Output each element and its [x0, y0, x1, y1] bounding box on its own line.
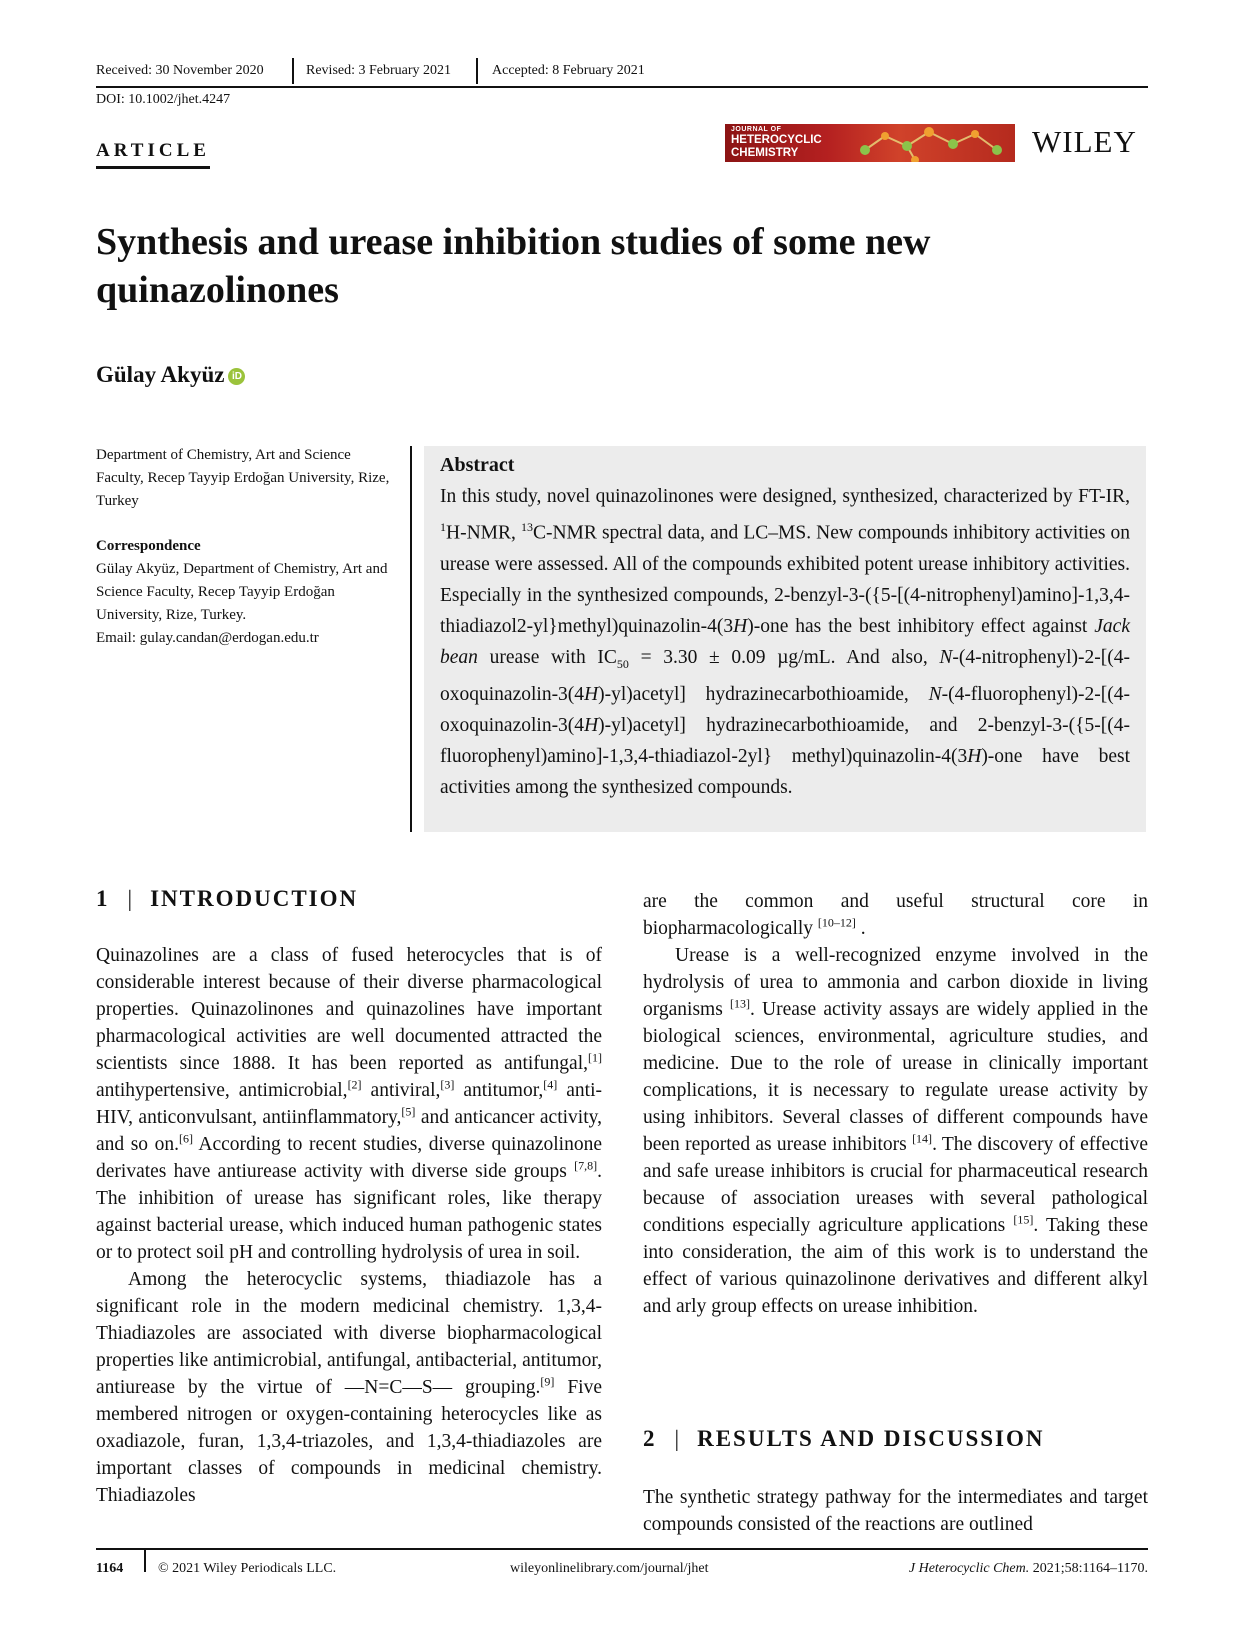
correspondence-email: Email: gulay.candan@erdogan.edu.tr: [96, 630, 319, 646]
affiliation: Department of Chemistry, Art and Science Faculty, Recep Tayyip Erdoğan University, Rize, Turkey: [96, 447, 390, 509]
received-date: Received: 30 November 2020: [96, 63, 264, 78]
section-separator: |: [674, 1426, 680, 1451]
citation-ref[interactable]: [6]: [178, 1131, 193, 1146]
journal-url[interactable]: wileyonlinelibrary.com/journal/jhet: [510, 1561, 709, 1576]
journal-logo-small-text: JOURNAL OF: [731, 126, 782, 133]
journal-logo: [725, 124, 1015, 162]
citation-ref[interactable]: [14]: [912, 1131, 933, 1146]
footer-separator: [144, 1550, 146, 1572]
page-footer: [96, 1548, 1148, 1576]
citation-ref[interactable]: [1]: [588, 1050, 602, 1065]
correspondence-heading: Correspondence: [96, 538, 201, 554]
section-number: 2: [643, 1426, 657, 1451]
journal-logo-line2: CHEMISTRY: [731, 147, 799, 159]
citation-ref[interactable]: [2]: [347, 1077, 362, 1092]
accepted-date: Accepted: 8 February 2021: [492, 63, 645, 78]
abstract-box: [424, 446, 1146, 832]
author-name: Gülay Akyüz: [96, 362, 225, 387]
citation-ref[interactable]: [15]: [1013, 1212, 1034, 1227]
citation-ref[interactable]: [5]: [401, 1104, 416, 1119]
body-column-left: [96, 942, 602, 1509]
revised-date: Revised: 3 February 2021: [306, 63, 452, 78]
section-title: RESULTS AND DISCUSSION: [697, 1426, 1045, 1451]
paragraph: Quinazolines are a class of fused heterocycles that is of considerable interest because of their diverse pharmacological properties. Quinazolinones and quinazolines have important pharmacological activities are well documented attracted the scientists since 1888. It has been reported as antifungal,[1] antihypertensive, antimicrobial,[2] antiviral,[3] antitumor,[4] anti-HIV, anticonvulsant, antiinflammatory,[5] and anticancer activity, and so on.[6] According to recent studies, diverse quinazolinone derivates have antiurease activity with diverse side groups [7,8]. The inhibition of urease has significant roles, like therapy against bacterial urease, which induced human pathogenic states or to protect soil pH and controlling hydrolysis of urea in soil.: [96, 945, 603, 1263]
publisher-logo: WILEY: [1032, 124, 1137, 159]
doi: DOI: 10.1002/jhet.4247: [96, 92, 231, 107]
correspondence-address: Gülay Akyüz, Department of Chemistry, Art and Science Faculty, Recep Tayyip Erdoğan University, Rize, Turkey.: [96, 561, 388, 623]
citation-ref[interactable]: [13]: [730, 996, 750, 1011]
abstract-heading: Abstract: [440, 454, 515, 476]
article-label: ARTICLE: [96, 140, 210, 169]
paragraph: The synthetic strategy pathway for the intermediates and target compounds consisted of the reactions are outlined: [643, 1487, 1148, 1535]
body-column-right: [643, 888, 1148, 1320]
paper-title: Synthesis and urease inhibition studies of some new quinazolinones: [96, 221, 931, 311]
sidebar-divider: [410, 446, 412, 832]
citation-ref[interactable]: [3]: [440, 1077, 455, 1092]
publication-dates-bar: [96, 58, 1148, 88]
author-line: [96, 362, 245, 388]
date-separator: [476, 58, 478, 84]
date-separator: [292, 58, 294, 84]
citation-ref[interactable]: [10–12]: [817, 915, 856, 930]
paragraph: Among the heterocyclic systems, thiadiazole has a significant role in the modern medicinal chemistry. 1,3,4-Thiadiazoles are associated with diverse biopharmacological properties like antimicrobial, antifungal, antibacterial, antitumor, antiurease by the virtue of —N=C—S— grouping.[9] Five membered nitrogen or oxygen-containing heterocycles like as oxadiazole, furan, 1,3,4-triazoles, and 1,3,4-thiadiazoles are important classes of compounds in medicinal chemistry. Thiadiazoles: [96, 1269, 602, 1506]
section-title: INTRODUCTION: [150, 886, 359, 911]
author-sidebar: [96, 444, 396, 650]
paragraph: are the common and useful structural core in biopharmacologically [10–12] .: [643, 891, 1148, 939]
journal-logo-line1: HETEROCYCLIC: [731, 134, 822, 146]
results-column: [643, 1484, 1148, 1538]
section-heading-introduction: [96, 886, 358, 912]
section-heading-results: [643, 1426, 1045, 1452]
paragraph: Urease is a well-recognized enzyme involved in the hydrolysis of urea to ammonia and carbon dioxide in living organisms [13]. Urease activity assays are widely applied in the biological sciences, environmental, agriculture studies, and medicine. Due to the role of urease in clinically important complications, it is necessary to regulate urease activity by using inhibitors. Several classes of different compounds have been reported as urease inhibitors [14]. The discovery of effective and safe urease inhibitors is crucial for pharmaceutical research because of association ureases with several pathological conditions especially agriculture applications [15]. Taking these into consideration, the aim of this work is to understand the effect of various quinazolinone derivatives and different alkyl and arly group effects on urease inhibition.: [643, 945, 1149, 1317]
page-number: 1164: [96, 1561, 124, 1576]
citation: J Heterocyclic Chem. 2021;58:1164–1170.: [908, 1561, 1148, 1576]
citation-ref[interactable]: [4]: [543, 1077, 558, 1092]
orcid-icon[interactable]: iD: [228, 368, 245, 385]
citation-ref[interactable]: [7,8]: [574, 1158, 598, 1173]
citation-ref[interactable]: [9]: [540, 1374, 555, 1389]
copyright: © 2021 Wiley Periodicals LLC.: [158, 1561, 337, 1576]
journal-logo-text: [731, 134, 822, 160]
abstract-text: In this study, novel quinazolinones were designed, synthesized, characterized by FT-IR, $^1$H-NMR, $^{13}$C-NMR spectral data, and LC–MS. New compounds inhibitory activities on urease were assessed. All of the compounds exhibited potent urease inhibitory activities. Especially in the synthesized compounds, 2-benzyl-3-({5-[(4-nitrophenyl)amino]-1,3,4-thiadiazol2-yl}methyl)quinazolin-4(3H)-one has the best inhibitory effect against Jack bean urease with $IC_{50} = 3.30 \pm 0.09$ µg/mL. And also, N-(4-nitrophenyl)-2-[(4-oxoquinazolin-3(4H)-yl)acetyl] hydrazinecarbothioamide, N-(4-fluorophenyl)-2-[(4-oxoquinazolin-3(4H)-yl)acetyl] hydrazinecarbothioamide, and 2-benzyl-3-({5-[(4-fluorophenyl)amino]-1,3,4-thiadiazol-2yl} methyl)quinazolin-4(3H)-one have best activities among the synthesized compounds.: [440, 486, 1130, 799]
section-separator: |: [127, 886, 133, 911]
section-number: 1: [96, 886, 110, 911]
